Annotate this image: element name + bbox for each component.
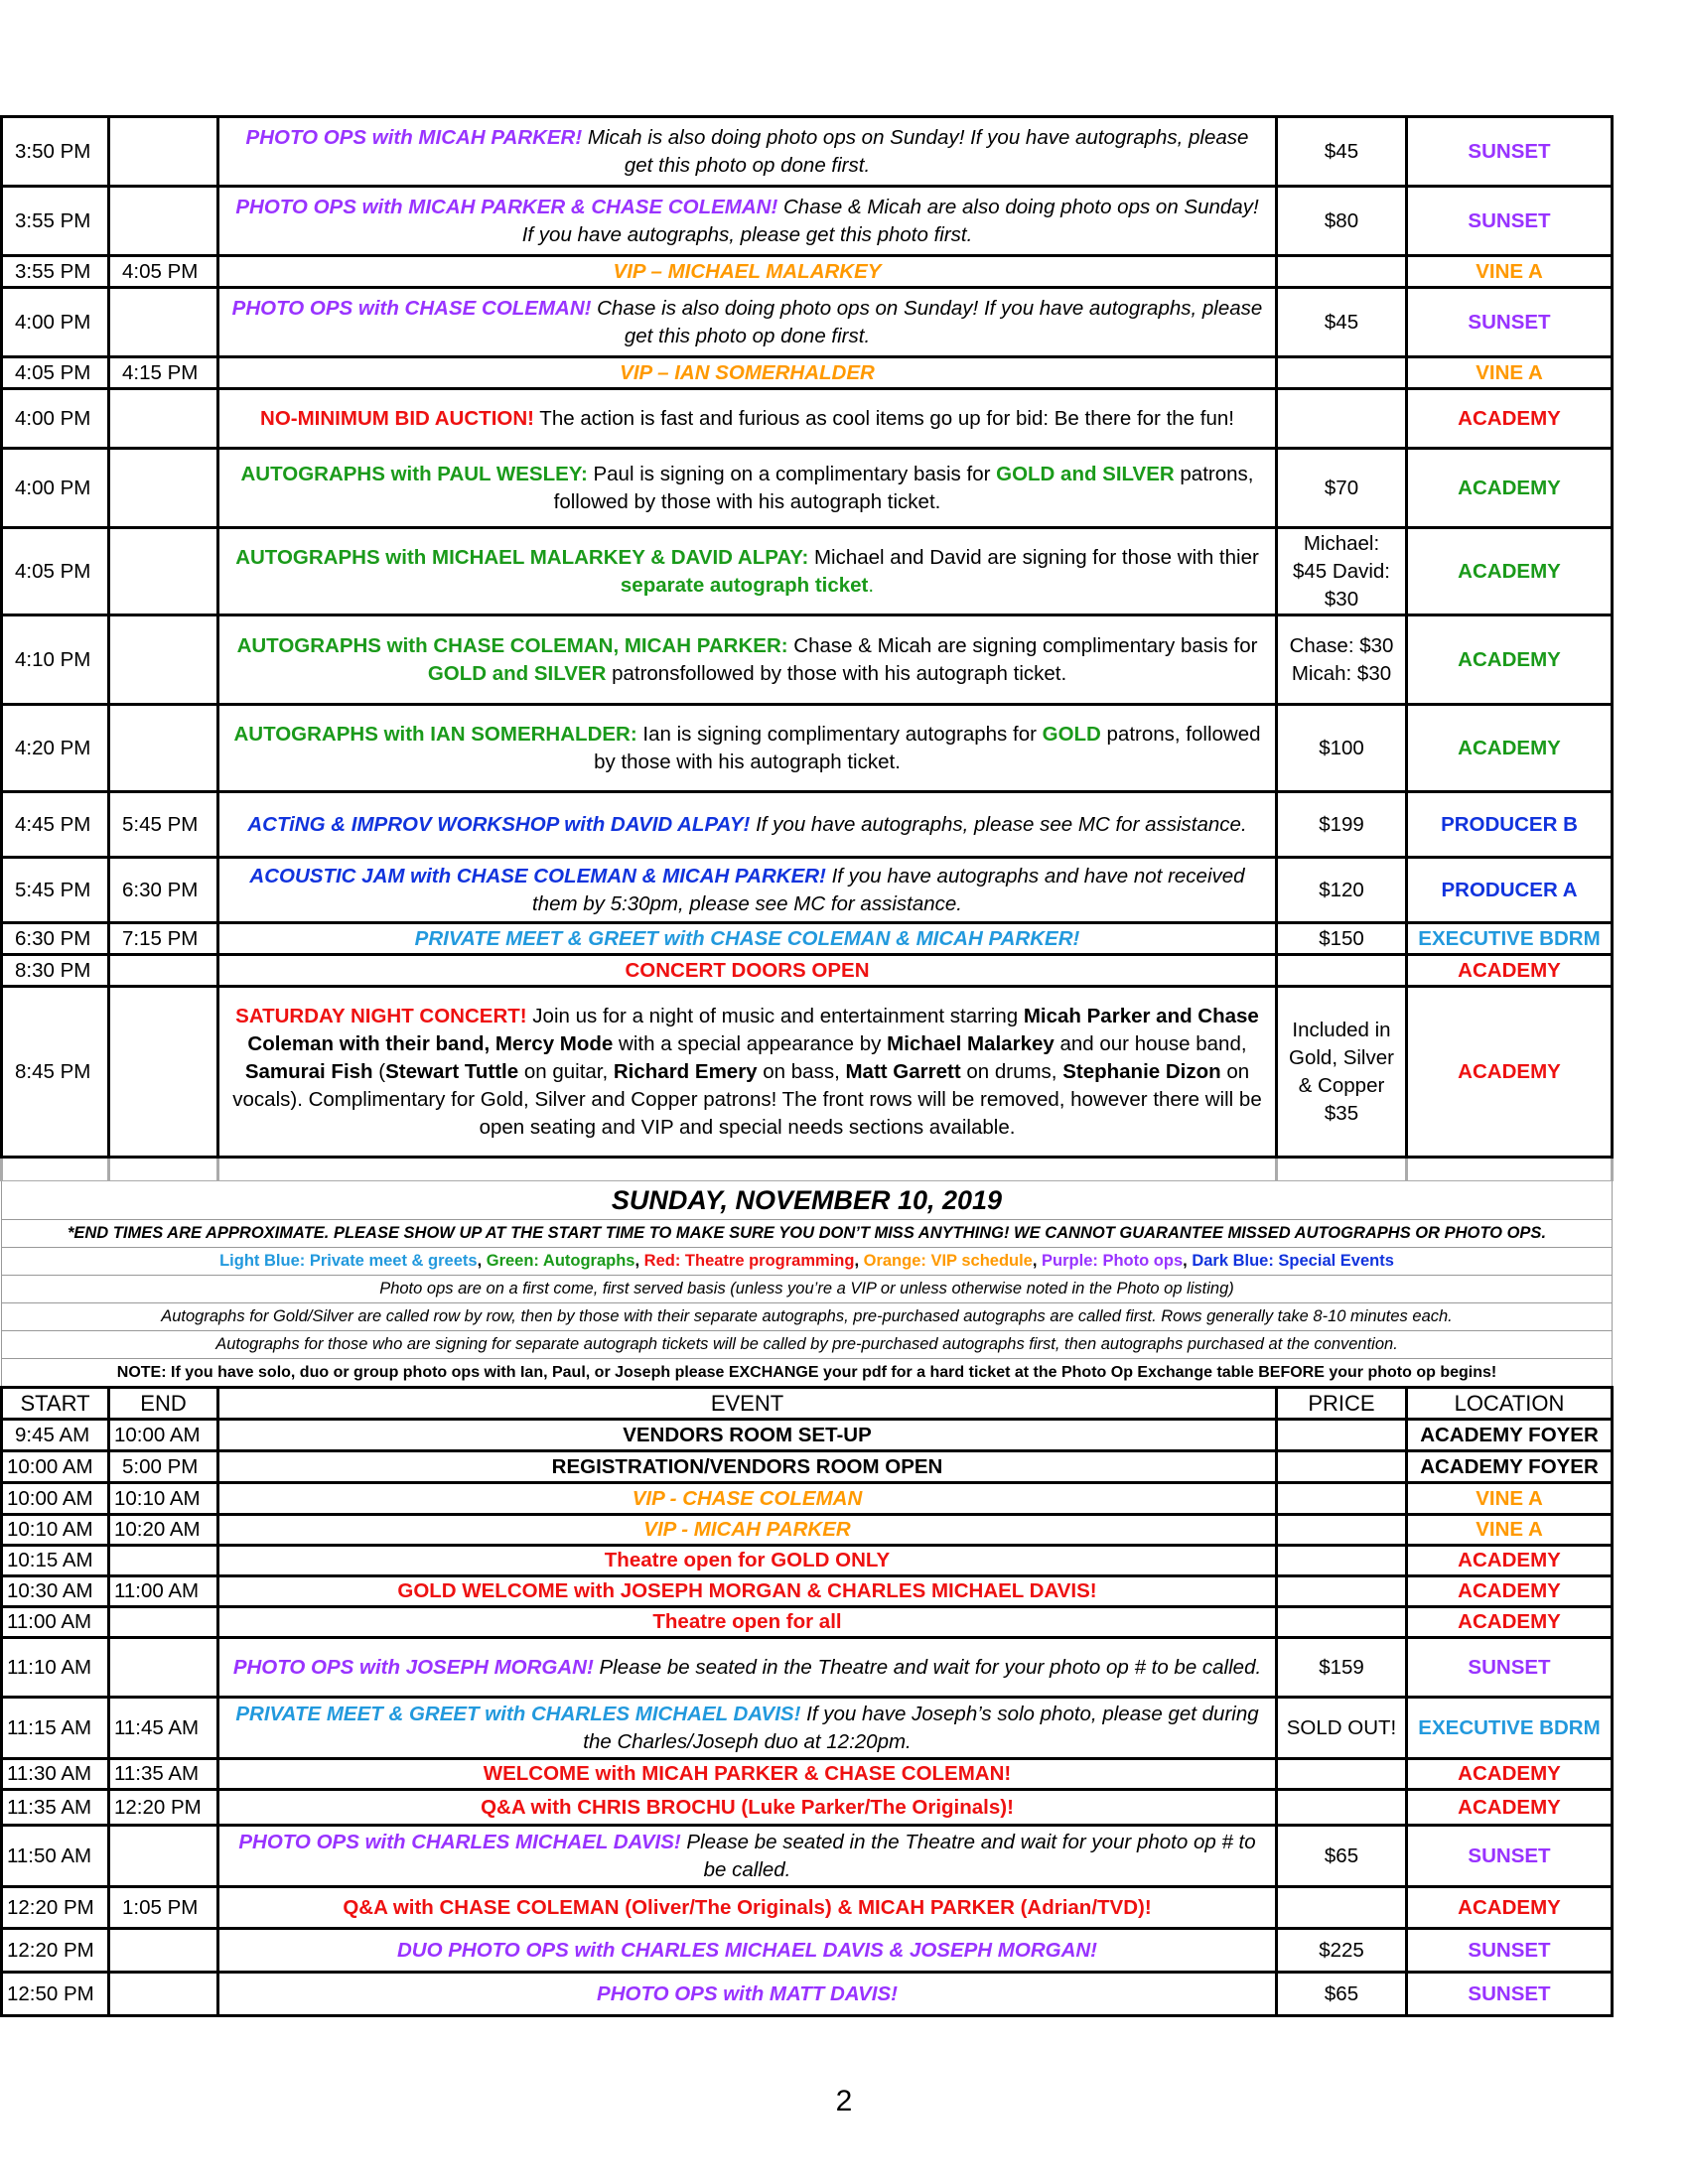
event-text-segment: Paul is signing on a complimentary basis for (587, 462, 997, 485)
table-row (2, 1790, 1613, 1826)
event-text-segment: VIP - MICAH PARKER (643, 1518, 851, 1541)
start-time: 4:05 PM (2, 357, 109, 389)
legend-item: , (1183, 1252, 1193, 1270)
table-row (2, 117, 1613, 187)
end-time: 1:05 PM (109, 1887, 218, 1929)
price (1277, 357, 1407, 389)
table-row (2, 357, 1613, 389)
location: ACADEMY (1407, 955, 1613, 987)
column-headers (2, 1388, 1613, 1420)
price (1277, 389, 1407, 449)
exchange-notice: NOTE: If you have solo, duo or group photo ops with Ian, Paul, or Joseph please EXCHANGE your pdf for a hard ticket at the Photo Op Exchange table BEFORE your photo op begins! (2, 1359, 1613, 1388)
event-description (218, 1420, 1277, 1451)
table-row (2, 389, 1613, 449)
event-text-segment: ACTiNG & IMPROV WORKSHOP with DAVID ALPAY! (247, 812, 751, 836)
price: Included in Gold, Silver & Copper $35 (1277, 987, 1407, 1158)
price (1277, 1546, 1407, 1576)
event-text-segment: on drums, (960, 1059, 1063, 1083)
schedule-page (0, 115, 1611, 2017)
event-text-segment: Please be seated in the Theatre and wait for your photo op # to be called. (593, 1655, 1262, 1679)
legend-item: Orange: VIP schedule (863, 1252, 1033, 1270)
location: EXECUTIVE BDRM (1407, 1698, 1613, 1759)
location: VINE A (1407, 1515, 1613, 1546)
start-time: 12:20 PM (2, 1887, 109, 1929)
start-time: 10:30 AM (2, 1576, 109, 1607)
event-description (218, 1515, 1277, 1546)
end-time (109, 1929, 218, 1973)
end-time: 10:10 AM (109, 1483, 218, 1515)
end-time (109, 1607, 218, 1638)
table-row (2, 1546, 1613, 1576)
table-row (2, 1638, 1613, 1698)
end-time (109, 117, 218, 187)
location: ACADEMY (1407, 1759, 1613, 1790)
location: EXECUTIVE BDRM (1407, 923, 1613, 955)
day-title: SUNDAY, NOVEMBER 10, 2019 (2, 1181, 1613, 1220)
start-time: 11:30 AM (2, 1759, 109, 1790)
start-time: 11:00 AM (2, 1607, 109, 1638)
spacer-section (2, 1158, 1613, 1181)
price: SOLD OUT! (1277, 1698, 1407, 1759)
event-description (218, 1698, 1277, 1759)
end-time (109, 1638, 218, 1698)
end-time: 10:00 AM (109, 1420, 218, 1451)
location: PRODUCER A (1407, 858, 1613, 923)
event-text-segment: PHOTO OPS with MICAH PARKER! (245, 125, 583, 149)
legend-item: , (1032, 1252, 1043, 1270)
price (1277, 1515, 1407, 1546)
event-text-segment: AUTOGRAPHS with IAN SOMERHALDER: (233, 722, 637, 746)
table-row (2, 1420, 1613, 1451)
event-text-segment: NO-MINIMUM BID AUCTION! (260, 406, 534, 430)
event-description (218, 923, 1277, 955)
start-time: 10:10 AM (2, 1515, 109, 1546)
event-description (218, 1607, 1277, 1638)
event-description (218, 288, 1277, 357)
start-time: 3:50 PM (2, 117, 109, 187)
start-time: 4:00 PM (2, 389, 109, 449)
event-text-segment: patrons, followed by those with his autograph ticket. (594, 722, 1261, 773)
event-description (218, 1826, 1277, 1887)
table-row (2, 923, 1613, 955)
header-event: EVENT (218, 1388, 1277, 1420)
start-time: 4:00 PM (2, 288, 109, 357)
end-time: 4:05 PM (109, 256, 218, 288)
event-text-segment: Q&A with CHRIS BROCHU (Luke Parker/The Originals)! (481, 1795, 1014, 1819)
table-row (2, 187, 1613, 256)
location: SUNSET (1407, 1929, 1613, 1973)
event-text-segment: Stephanie Dizon (1062, 1059, 1221, 1083)
event-text-segment: VENDORS ROOM SET-UP (623, 1423, 872, 1446)
start-time: 4:05 PM (2, 528, 109, 615)
event-text-segment: PHOTO OPS with JOSEPH MORGAN! (232, 1655, 594, 1679)
sunday-header-section (2, 1181, 1613, 1420)
photo-ops-info: Photo ops are on a first come, first served basis (unless you’re a VIP or unless otherwise noted in the Photo op listing) (2, 1276, 1613, 1303)
table-row (2, 1515, 1613, 1546)
event-text-segment: on guitar, (518, 1059, 614, 1083)
price: $45 (1277, 288, 1407, 357)
event-description (218, 528, 1277, 615)
start-time: 3:55 PM (2, 256, 109, 288)
end-time (109, 288, 218, 357)
table-row (2, 987, 1613, 1158)
header-end: END (109, 1388, 218, 1420)
event-text-segment: If you have autographs, please see MC for assistance. (750, 812, 1247, 836)
location: ACADEMY (1407, 449, 1613, 528)
price (1277, 1576, 1407, 1607)
event-text-segment: AUTOGRAPHS with CHASE COLEMAN, MICAH PARKER: (236, 633, 788, 657)
header-price: PRICE (1277, 1388, 1407, 1420)
price: $225 (1277, 1929, 1407, 1973)
table-row (2, 615, 1613, 705)
price: $199 (1277, 792, 1407, 858)
price: $150 (1277, 923, 1407, 955)
event-text-segment: Theatre open for all (652, 1610, 842, 1633)
event-text-segment: PHOTO OPS with MICAH PARKER & CHASE COLEMAN! (235, 195, 778, 218)
event-description (218, 1546, 1277, 1576)
price: $65 (1277, 1826, 1407, 1887)
table-row (2, 1759, 1613, 1790)
event-text-segment: PRIVATE MEET & GREET with CHASE COLEMAN & MICAH PARKER! (414, 926, 1080, 950)
price (1277, 955, 1407, 987)
price: $65 (1277, 1973, 1407, 2016)
event-text-segment: with a special appearance by (613, 1031, 888, 1055)
event-text-segment: GOLD and SILVER (996, 462, 1175, 485)
event-text-segment: Join us for a night of music and entertainment starring (526, 1004, 1024, 1027)
end-time (109, 615, 218, 705)
table-row (2, 1483, 1613, 1515)
price (1277, 1790, 1407, 1826)
end-time: 11:45 AM (109, 1698, 218, 1759)
event-description (218, 1790, 1277, 1826)
event-text-segment: REGISTRATION/VENDORS ROOM OPEN (551, 1454, 943, 1478)
autographs-gold-info: Autographs for Gold/Silver are called row by row, then by those with their separate autographs, pre-purchased autographs are called first. Rows generally take 8-10 minutes each. (2, 1303, 1613, 1331)
location: VINE A (1407, 357, 1613, 389)
end-time (109, 1546, 218, 1576)
table-row (2, 1451, 1613, 1483)
price (1277, 1451, 1407, 1483)
location: ACADEMY FOYER (1407, 1451, 1613, 1483)
saturday-rows (2, 117, 1613, 1158)
event-text-segment: patronsfollowed by those with his autograph ticket. (606, 661, 1067, 685)
event-text-segment: SATURDAY NIGHT CONCERT! (235, 1004, 527, 1027)
location: ACADEMY (1407, 987, 1613, 1158)
event-text-segment: GOLD WELCOME with JOSEPH MORGAN & CHARLES MICHAEL DAVIS! (397, 1579, 1097, 1602)
event-description (218, 117, 1277, 187)
legend-item: , (634, 1252, 644, 1270)
event-text-segment: Samurai Fish (244, 1059, 373, 1083)
autographs-separate-info: Autographs for those who are signing for separate autograph tickets will be called by pre-purchased autographs first, then autographs purchased at the convention. (2, 1331, 1613, 1359)
event-text-segment: AUTOGRAPHS with PAUL WESLEY: (240, 462, 588, 485)
event-text-segment: on bass, (757, 1059, 846, 1083)
start-time: 4:10 PM (2, 615, 109, 705)
start-time: 8:30 PM (2, 955, 109, 987)
price (1277, 1759, 1407, 1790)
legend-item: , (854, 1252, 864, 1270)
table-row (2, 256, 1613, 288)
end-time: 6:30 PM (109, 858, 218, 923)
price: $45 (1277, 117, 1407, 187)
location: ACADEMY (1407, 528, 1613, 615)
event-text-segment: Please be seated in the Theatre and wait for your photo op # to be called. (680, 1830, 1256, 1881)
color-legend (2, 1248, 1613, 1276)
location: ACADEMY (1407, 615, 1613, 705)
start-time: 8:45 PM (2, 987, 109, 1158)
price (1277, 256, 1407, 288)
header-location: LOCATION (1407, 1388, 1613, 1420)
end-time: 7:15 PM (109, 923, 218, 955)
event-text-segment: Matt Garrett (845, 1059, 961, 1083)
location: PRODUCER B (1407, 792, 1613, 858)
legend-item: Purple: Photo ops (1042, 1252, 1184, 1270)
event-text-segment: Chase is also doing photo ops on Sunday! If you have autographs, please get this photo op done first. (591, 296, 1263, 347)
location: ACADEMY (1407, 1576, 1613, 1607)
start-time: 10:00 AM (2, 1483, 109, 1515)
start-time: 4:20 PM (2, 705, 109, 792)
event-text-segment: ( (372, 1059, 386, 1083)
end-time: 12:20 PM (109, 1790, 218, 1826)
start-time: 11:10 AM (2, 1638, 109, 1698)
price: $80 (1277, 187, 1407, 256)
event-text-segment: PRIVATE MEET & GREET with CHARLES MICHAEL DAVIS! (235, 1702, 801, 1725)
location: SUNSET (1407, 1973, 1613, 2016)
legend-item: , (477, 1252, 487, 1270)
event-description (218, 1451, 1277, 1483)
end-time (109, 449, 218, 528)
legend-item: Light Blue: Private meet & greets (219, 1252, 478, 1270)
event-text-segment: separate autograph ticket (620, 573, 869, 597)
end-time: 5:00 PM (109, 1451, 218, 1483)
end-time: 5:45 PM (109, 792, 218, 858)
event-text-segment: Theatre open for GOLD ONLY (604, 1549, 891, 1571)
event-description (218, 955, 1277, 987)
table-row (2, 955, 1613, 987)
event-text-segment: GOLD and SILVER (427, 661, 607, 685)
price: $100 (1277, 705, 1407, 792)
end-time (109, 1826, 218, 1887)
event-text-segment: Richard Emery (613, 1059, 758, 1083)
spacer-row (2, 1158, 1613, 1181)
event-text-segment: The action is fast and furious as cool items go up for bid: Be there for the fun! (533, 406, 1234, 430)
start-time: 10:15 AM (2, 1546, 109, 1576)
price: $120 (1277, 858, 1407, 923)
event-text-segment: Micah Parker and Chase Coleman with their band, Mercy Mode (247, 1004, 1259, 1055)
table-row (2, 1607, 1613, 1638)
event-text-segment: GOLD (1042, 722, 1101, 746)
event-text-segment: ACOUSTIC JAM with CHASE COLEMAN & MICAH PARKER! (249, 864, 826, 887)
event-text-segment: VIP – MICHAEL MALARKEY (613, 259, 882, 283)
table-row (2, 1576, 1613, 1607)
event-text-segment: on vocals). Complimentary for Gold, Silver and Copper patrons! The front rows will be removed, however there will be open seating and VIP and special needs sections available. (232, 1059, 1262, 1139)
location: ACADEMY (1407, 705, 1613, 792)
event-text-segment: PHOTO OPS with CHASE COLEMAN! (231, 296, 592, 320)
event-description (218, 1576, 1277, 1607)
start-time: 3:55 PM (2, 187, 109, 256)
price (1277, 1607, 1407, 1638)
event-description (218, 792, 1277, 858)
event-text-segment: WELCOME with MICAH PARKER & CHASE COLEMAN! (483, 1762, 1012, 1785)
end-time (109, 389, 218, 449)
legend-item: Dark Blue: Special Events (1192, 1252, 1394, 1270)
event-description (218, 1759, 1277, 1790)
end-time (109, 705, 218, 792)
location: ACADEMY FOYER (1407, 1420, 1613, 1451)
event-description (218, 256, 1277, 288)
end-time: 10:20 AM (109, 1515, 218, 1546)
event-text-segment: Chase & Micah are also doing photo ops on Sunday! If you have autographs, please get this photo first. (521, 195, 1259, 246)
event-description (218, 1929, 1277, 1973)
table-row (2, 528, 1613, 615)
price: Michael: $45 David: $30 (1277, 528, 1407, 615)
schedule-table (0, 115, 1614, 2017)
header-start: START (2, 1388, 109, 1420)
event-text-segment: VIP – IAN SOMERHALDER (620, 360, 875, 384)
table-row (2, 792, 1613, 858)
location: SUNSET (1407, 288, 1613, 357)
event-description (218, 1887, 1277, 1929)
location: VINE A (1407, 1483, 1613, 1515)
price (1277, 1483, 1407, 1515)
location: VINE A (1407, 256, 1613, 288)
start-time: 4:00 PM (2, 449, 109, 528)
end-time (109, 987, 218, 1158)
table-row (2, 858, 1613, 923)
event-text-segment: If you have autographs and have not received them by 5:30pm, please see MC for assistance. (532, 864, 1245, 915)
event-text-segment: If you have Joseph’s solo photo, please get during the Charles/Joseph duo at 12:20pm. (583, 1702, 1259, 1753)
location: ACADEMY (1407, 389, 1613, 449)
table-row (2, 1973, 1613, 2016)
event-text-segment: Michael and David are signing for those with thier (808, 545, 1259, 569)
end-times-note: *END TIMES ARE APPROXIMATE. PLEASE SHOW UP AT THE START TIME TO MAKE SURE YOU DON’T MISS ANYTHING! WE CANNOT GUARANTEE MISSED AUTOGRAPHS OR PHOTO OPS. (2, 1220, 1613, 1248)
location: SUNSET (1407, 187, 1613, 256)
event-description (218, 705, 1277, 792)
table-row (2, 1887, 1613, 1929)
end-time: 11:35 AM (109, 1759, 218, 1790)
price (1277, 1420, 1407, 1451)
price: $159 (1277, 1638, 1407, 1698)
event-text-segment: patrons, followed by those with his autograph ticket. (553, 462, 1254, 513)
start-time: 11:15 AM (2, 1698, 109, 1759)
event-text-segment: Micah is also doing photo ops on Sunday! If you have autographs, please get this photo op done first. (582, 125, 1249, 177)
event-text-segment: Ian is signing complimentary autographs for (636, 722, 1043, 746)
start-time: 4:45 PM (2, 792, 109, 858)
event-description (218, 615, 1277, 705)
legend-item: Red: Theatre programming (643, 1252, 855, 1270)
table-row (2, 705, 1613, 792)
event-text-segment: Chase & Micah are signing complimentary basis for (787, 633, 1258, 657)
legend-item: Green: Autographs (486, 1252, 635, 1270)
event-description (218, 1483, 1277, 1515)
event-text-segment: Michael Malarkey (887, 1031, 1055, 1055)
event-text-segment: DUO PHOTO OPS with CHARLES MICHAEL DAVIS & JOSEPH MORGAN! (396, 1938, 1098, 1962)
price: Chase: $30 Micah: $30 (1277, 615, 1407, 705)
sunday-rows (2, 1420, 1613, 2016)
location: SUNSET (1407, 1638, 1613, 1698)
event-description (218, 1638, 1277, 1698)
event-text-segment: VIP - CHASE COLEMAN (632, 1486, 863, 1510)
start-time: 12:50 PM (2, 1973, 109, 2016)
start-time: 10:00 AM (2, 1451, 109, 1483)
start-time: 5:45 PM (2, 858, 109, 923)
event-description (218, 1973, 1277, 2016)
event-description (218, 858, 1277, 923)
end-time: 11:00 AM (109, 1576, 218, 1607)
event-description (218, 389, 1277, 449)
price (1277, 1887, 1407, 1929)
start-time: 6:30 PM (2, 923, 109, 955)
event-description (218, 449, 1277, 528)
table-row (2, 1826, 1613, 1887)
end-time (109, 955, 218, 987)
location: ACADEMY (1407, 1790, 1613, 1826)
table-row (2, 1698, 1613, 1759)
end-time (109, 187, 218, 256)
event-description (218, 187, 1277, 256)
location: ACADEMY (1407, 1546, 1613, 1576)
page-number: 2 (835, 2085, 853, 2117)
event-text-segment: PHOTO OPS with MATT DAVIS! (597, 1981, 898, 2005)
table-row (2, 1929, 1613, 1973)
end-time (109, 1973, 218, 2016)
event-text-segment: and our house band, (1054, 1031, 1247, 1055)
event-text-segment: Q&A with CHASE COLEMAN (Oliver/The Originals) & MICAH PARKER (Adrian/TVD)! (343, 1895, 1152, 1919)
price: $70 (1277, 449, 1407, 528)
event-text-segment: CONCERT DOORS OPEN (625, 958, 870, 982)
start-time: 11:35 AM (2, 1790, 109, 1826)
location: SUNSET (1407, 1826, 1613, 1887)
location: ACADEMY (1407, 1607, 1613, 1638)
event-description (218, 987, 1277, 1158)
table-row (2, 288, 1613, 357)
start-time: 9:45 AM (2, 1420, 109, 1451)
start-time: 11:50 AM (2, 1826, 109, 1887)
location: ACADEMY (1407, 1887, 1613, 1929)
event-text-segment: Stewart Tuttle (385, 1059, 519, 1083)
event-text-segment: PHOTO OPS with CHARLES MICHAEL DAVIS! (238, 1830, 681, 1853)
location: SUNSET (1407, 117, 1613, 187)
table-row (2, 449, 1613, 528)
event-description (218, 357, 1277, 389)
event-text-segment: . (868, 573, 875, 597)
event-text-segment: AUTOGRAPHS with MICHAEL MALARKEY & DAVID ALPAY: (235, 545, 809, 569)
end-time: 4:15 PM (109, 357, 218, 389)
end-time (109, 528, 218, 615)
start-time: 12:20 PM (2, 1929, 109, 1973)
